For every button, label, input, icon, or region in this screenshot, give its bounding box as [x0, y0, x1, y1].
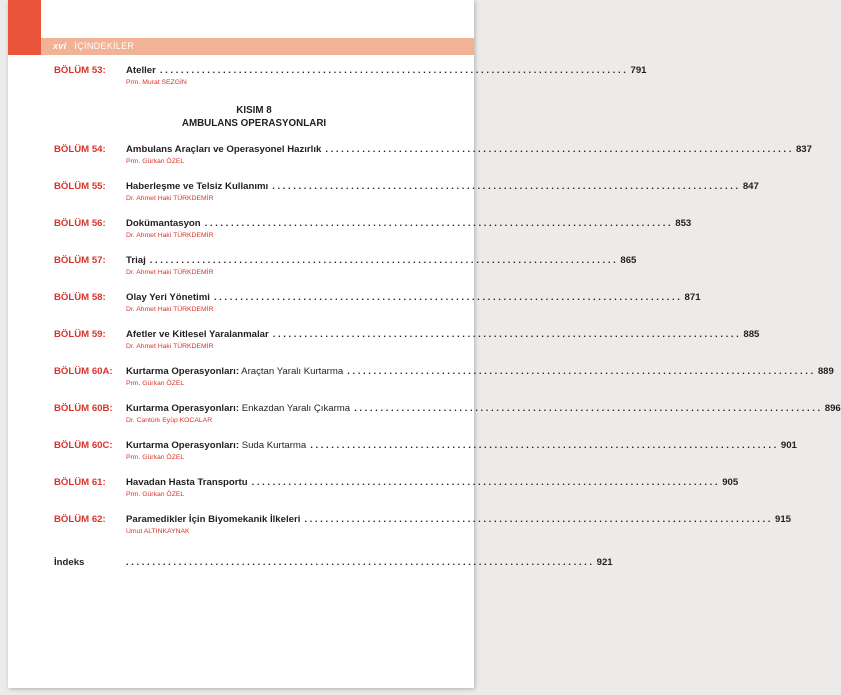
running-header: [53, 41, 134, 51]
leader-dots: .........................................................................................: [347, 366, 816, 377]
toc-entry[interactable]: [54, 365, 834, 389]
chapter-title: [126, 328, 269, 341]
toc-entry-list: [54, 143, 841, 537]
toc-entry[interactable]: [54, 402, 841, 426]
leader-dots: .........................................................................................: [251, 477, 721, 488]
chapter-title: [126, 291, 210, 304]
chapter-page: 837: [795, 144, 812, 155]
chapter-title-main: Kurtarma Operasyonları:: [126, 403, 240, 414]
chapter-title: [126, 365, 343, 378]
chapter-number: BÖLÜM 56:: [54, 218, 106, 229]
chapter-number: BÖLÜM 54:: [54, 144, 106, 155]
index-label: İndeks: [54, 557, 85, 568]
chapter-author: Dr. Ahmet Haki TÜRKDEMİR: [126, 306, 214, 313]
chapter-subtitle: Suda Kurtarma: [239, 440, 307, 451]
chapter-page: 791: [630, 65, 647, 76]
toc-entry[interactable]: [54, 291, 701, 315]
chapter-number: BÖLÜM 55:: [54, 181, 106, 192]
chapter-author: Prm. Murat SEZGİN: [126, 79, 187, 86]
toc-entry-53[interactable]: [54, 64, 647, 88]
toc-entry-index[interactable]: [54, 556, 613, 569]
chapter-page: 885: [743, 329, 760, 340]
leader-dots: .........................................................................................: [159, 65, 629, 76]
chapter-title-main: Paramedikler İçin Biyomekanik İlkeleri: [126, 514, 301, 525]
chapter-author: Dr. Ahmet Haki TÜRKDEMİR: [126, 343, 214, 350]
chapter-page: 905: [722, 477, 739, 488]
chapter-title-main: Dokümantasyon: [126, 218, 201, 229]
chapter-title-main: Olay Yeri Yönetimi: [126, 292, 210, 303]
chapter-number: BÖLÜM 60C:: [54, 440, 113, 451]
toc-entry[interactable]: [54, 143, 812, 167]
chapter-title: [126, 217, 201, 230]
chapter-page: 901: [780, 440, 797, 451]
chapter-title-main: Haberleşme ve Telsiz Kullanımı: [126, 181, 269, 192]
chapter-title-main: Afetler ve Kitlesel Yaralanmalar: [126, 329, 269, 340]
chapter-number: BÖLÜM 60A:: [54, 366, 113, 377]
toc-entry[interactable]: [54, 476, 739, 500]
chapter-page: 915: [775, 514, 792, 525]
chapter-author: Umut ALTINKAYNAK: [126, 528, 190, 535]
chapter-author: Dr. Ahmet Haki TÜRKDEMİR: [126, 232, 214, 239]
chapter-title-main: Ambulans Araçları ve Operasyonel Hazırlık: [126, 144, 322, 155]
chapter-title: [126, 476, 248, 489]
chapter-author: Dr. Cantürk Eyüp KOCALAR: [126, 417, 213, 424]
chapter-title: Ateller: [126, 65, 156, 76]
leader-dots: .........................................................................................: [272, 329, 742, 340]
book-page: [8, 0, 841, 688]
chapter-title: [126, 254, 146, 267]
leader-dots: .........................................................................................: [304, 514, 774, 525]
chapter-title: [126, 402, 350, 415]
orange-corner-bar: [8, 0, 41, 38]
header-page-number: xvi: [53, 41, 67, 51]
leader-dots: .........................................................................................: [213, 292, 683, 303]
chapter-title: [126, 439, 306, 452]
toc-entry[interactable]: [54, 439, 797, 463]
chapter-title-main: Triaj: [126, 255, 146, 266]
leader-dots: .........................................................................................: [325, 144, 794, 155]
chapter-title-main: Havadan Hasta Transportu: [126, 477, 248, 488]
chapter-author: Dr. Ahmet Haki TÜRKDEMİR: [126, 195, 214, 202]
chapter-number: BÖLÜM 61:: [54, 477, 106, 488]
chapter-number: BÖLÜM 57:: [54, 255, 106, 266]
leader-dots: .........................................................................................: [272, 181, 741, 192]
chapter-page: 871: [684, 292, 701, 303]
chapter-title: [126, 143, 321, 156]
orange-header-stub: [8, 38, 41, 55]
toc-entry[interactable]: [54, 180, 759, 204]
chapter-number: BÖLÜM 53:: [54, 65, 106, 76]
leader-dots: .........................................................................................: [310, 440, 779, 451]
header-section-title: İÇİNDEKİLER: [74, 41, 135, 51]
toc-entry[interactable]: [54, 254, 637, 278]
chapter-subtitle: Araçtan Yaralı Kurtarma: [239, 366, 344, 377]
toc-entry[interactable]: [54, 513, 792, 537]
chapter-author: Prm. Gürkan ÖZEL: [126, 158, 185, 165]
chapter-page: 889: [817, 366, 834, 377]
chapter-author: Dr. Ahmet Haki TÜRKDEMİR: [126, 269, 214, 276]
chapter-title-main: Kurtarma Operasyonları:: [126, 440, 240, 451]
toc-entry[interactable]: [54, 217, 692, 241]
leader-dots: .........................................................................................: [149, 255, 619, 266]
leader-dots: .........................................................................................: [354, 403, 823, 414]
part-number: KISIM 8: [236, 105, 272, 116]
toc-content: [54, 64, 841, 569]
chapter-page: 853: [675, 218, 692, 229]
toc-entry[interactable]: [54, 328, 760, 352]
chapter-number: BÖLÜM 60B:: [54, 403, 113, 414]
chapter-title: [126, 513, 300, 526]
leader-dots: .........................................................................................: [126, 557, 595, 568]
chapter-page: 896: [824, 403, 841, 414]
chapter-title-main: Kurtarma Operasyonları:: [126, 366, 240, 377]
chapter-author: Prm. Gürkan ÖZEL: [126, 491, 185, 498]
chapter-author: Prm. Gürkan ÖZEL: [126, 454, 185, 461]
chapter-number: BÖLÜM 59:: [54, 329, 106, 340]
chapter-subtitle: Enkazdan Yaralı Çıkarma: [239, 403, 351, 414]
chapter-page: 865: [620, 255, 637, 266]
part-title: AMBULANS OPERASYONLARI: [181, 118, 327, 129]
chapter-page: 847: [742, 181, 759, 192]
chapter-author: Prm. Gürkan ÖZEL: [126, 380, 185, 387]
index-page: 921: [596, 557, 613, 568]
leader-dots: .........................................................................................: [204, 218, 674, 229]
chapter-number: BÖLÜM 62:: [54, 514, 106, 525]
chapter-title: [126, 180, 268, 193]
chapter-number: BÖLÜM 58:: [54, 292, 106, 303]
